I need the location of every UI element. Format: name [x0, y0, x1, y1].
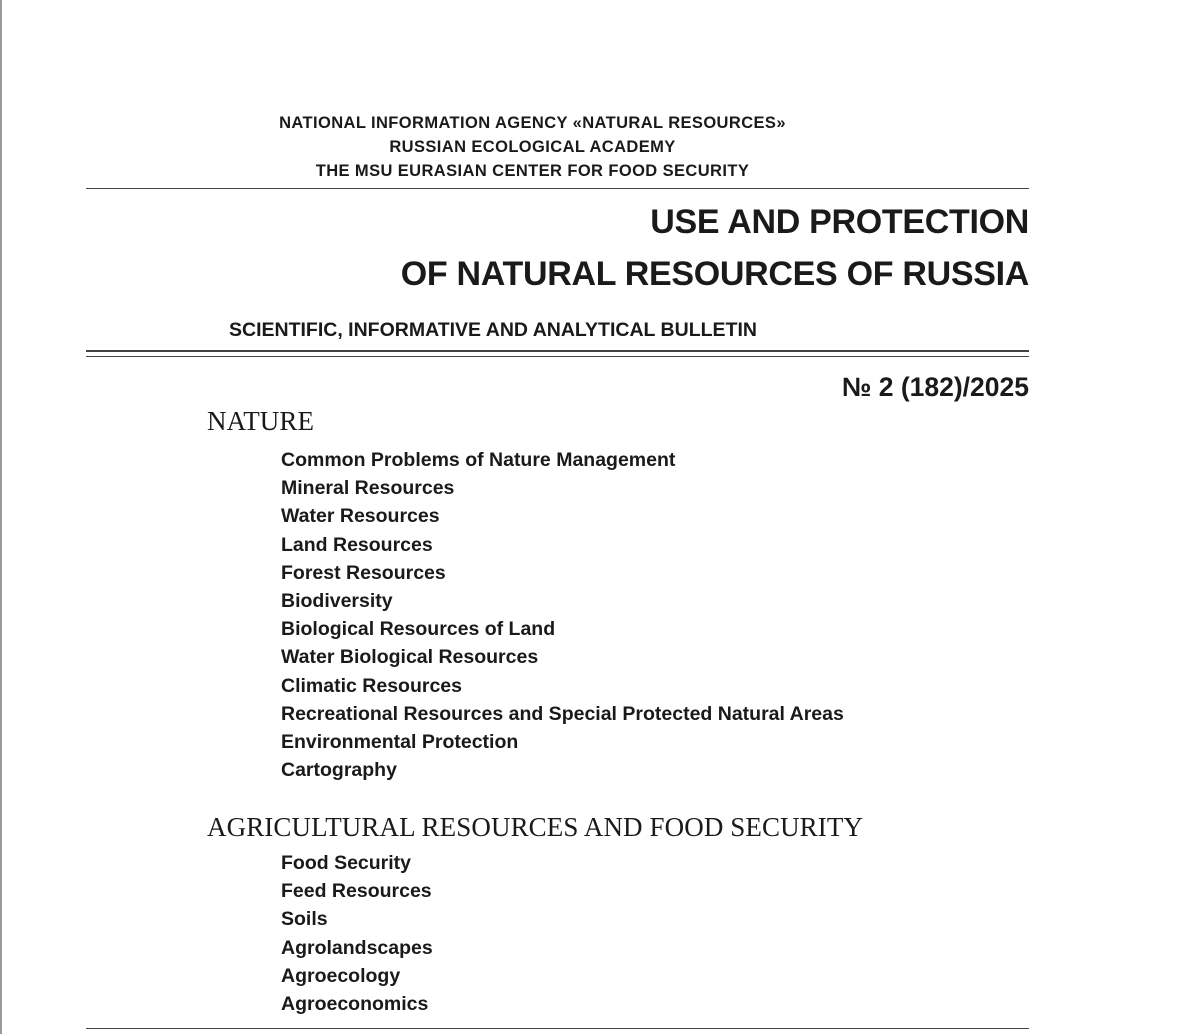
footer-divider: [86, 1028, 1029, 1029]
header-divider: [86, 188, 1029, 189]
list-item: Food Security: [281, 852, 412, 874]
issue-number: № 2 (182)/2025: [841, 372, 1029, 402]
list-item: Recreational Resources and Special Protected Natural Areas: [281, 702, 844, 725]
list-item: Biodiversity: [281, 589, 393, 612]
publisher-line: RUSSIAN ECOLOGICAL ACADEMY: [389, 138, 676, 156]
journal-title-line1: USE AND PROTECTION: [650, 203, 1029, 241]
list-item: Water Resources: [281, 505, 440, 528]
list-item: Mineral Resources: [281, 477, 455, 500]
double-rule-top: [86, 350, 1029, 352]
section-title-nature: NATURE: [207, 406, 315, 436]
list-item: Soils: [281, 908, 328, 931]
list-item: Forest Resources: [281, 561, 446, 584]
list-item: Biological Resources of Land: [281, 618, 556, 641]
list-item: Agroeconomics: [281, 992, 429, 1015]
journal-subtitle: SCIENTIFIC, INFORMATIVE AND ANALYTICAL BULLETIN: [229, 319, 757, 341]
page-left-edge: [0, 0, 2, 1034]
agriculture-topics-list: [281, 849, 433, 1018]
list-item: Water Biological Resources: [281, 646, 539, 669]
publisher-line: NATIONAL INFORMATION AGENCY «NATURAL RESOURCES»: [279, 114, 786, 132]
nature-topics-list: [281, 446, 844, 784]
list-item: Agroecology: [281, 964, 401, 987]
double-rule-bottom: [86, 356, 1029, 357]
publishers-block: [86, 111, 1029, 183]
list-item: Feed Resources: [281, 880, 432, 903]
journal-title-line2: OF NATURAL RESOURCES OF RUSSIA: [400, 255, 1029, 293]
list-item: Climatic Resources: [281, 674, 462, 697]
list-item: Cartography: [281, 759, 397, 782]
section-title-agriculture: AGRICULTURAL RESOURCES AND FOOD SECURITY: [207, 812, 864, 842]
list-item: Environmental Protection: [281, 730, 519, 753]
list-item: Land Resources: [281, 533, 433, 556]
list-item: Agrolandscapes: [281, 936, 433, 959]
publisher-line: THE MSU EURASIAN CENTER FOR FOOD SECURITY: [315, 162, 750, 180]
list-item: Common Problems of Nature Management: [281, 449, 676, 471]
